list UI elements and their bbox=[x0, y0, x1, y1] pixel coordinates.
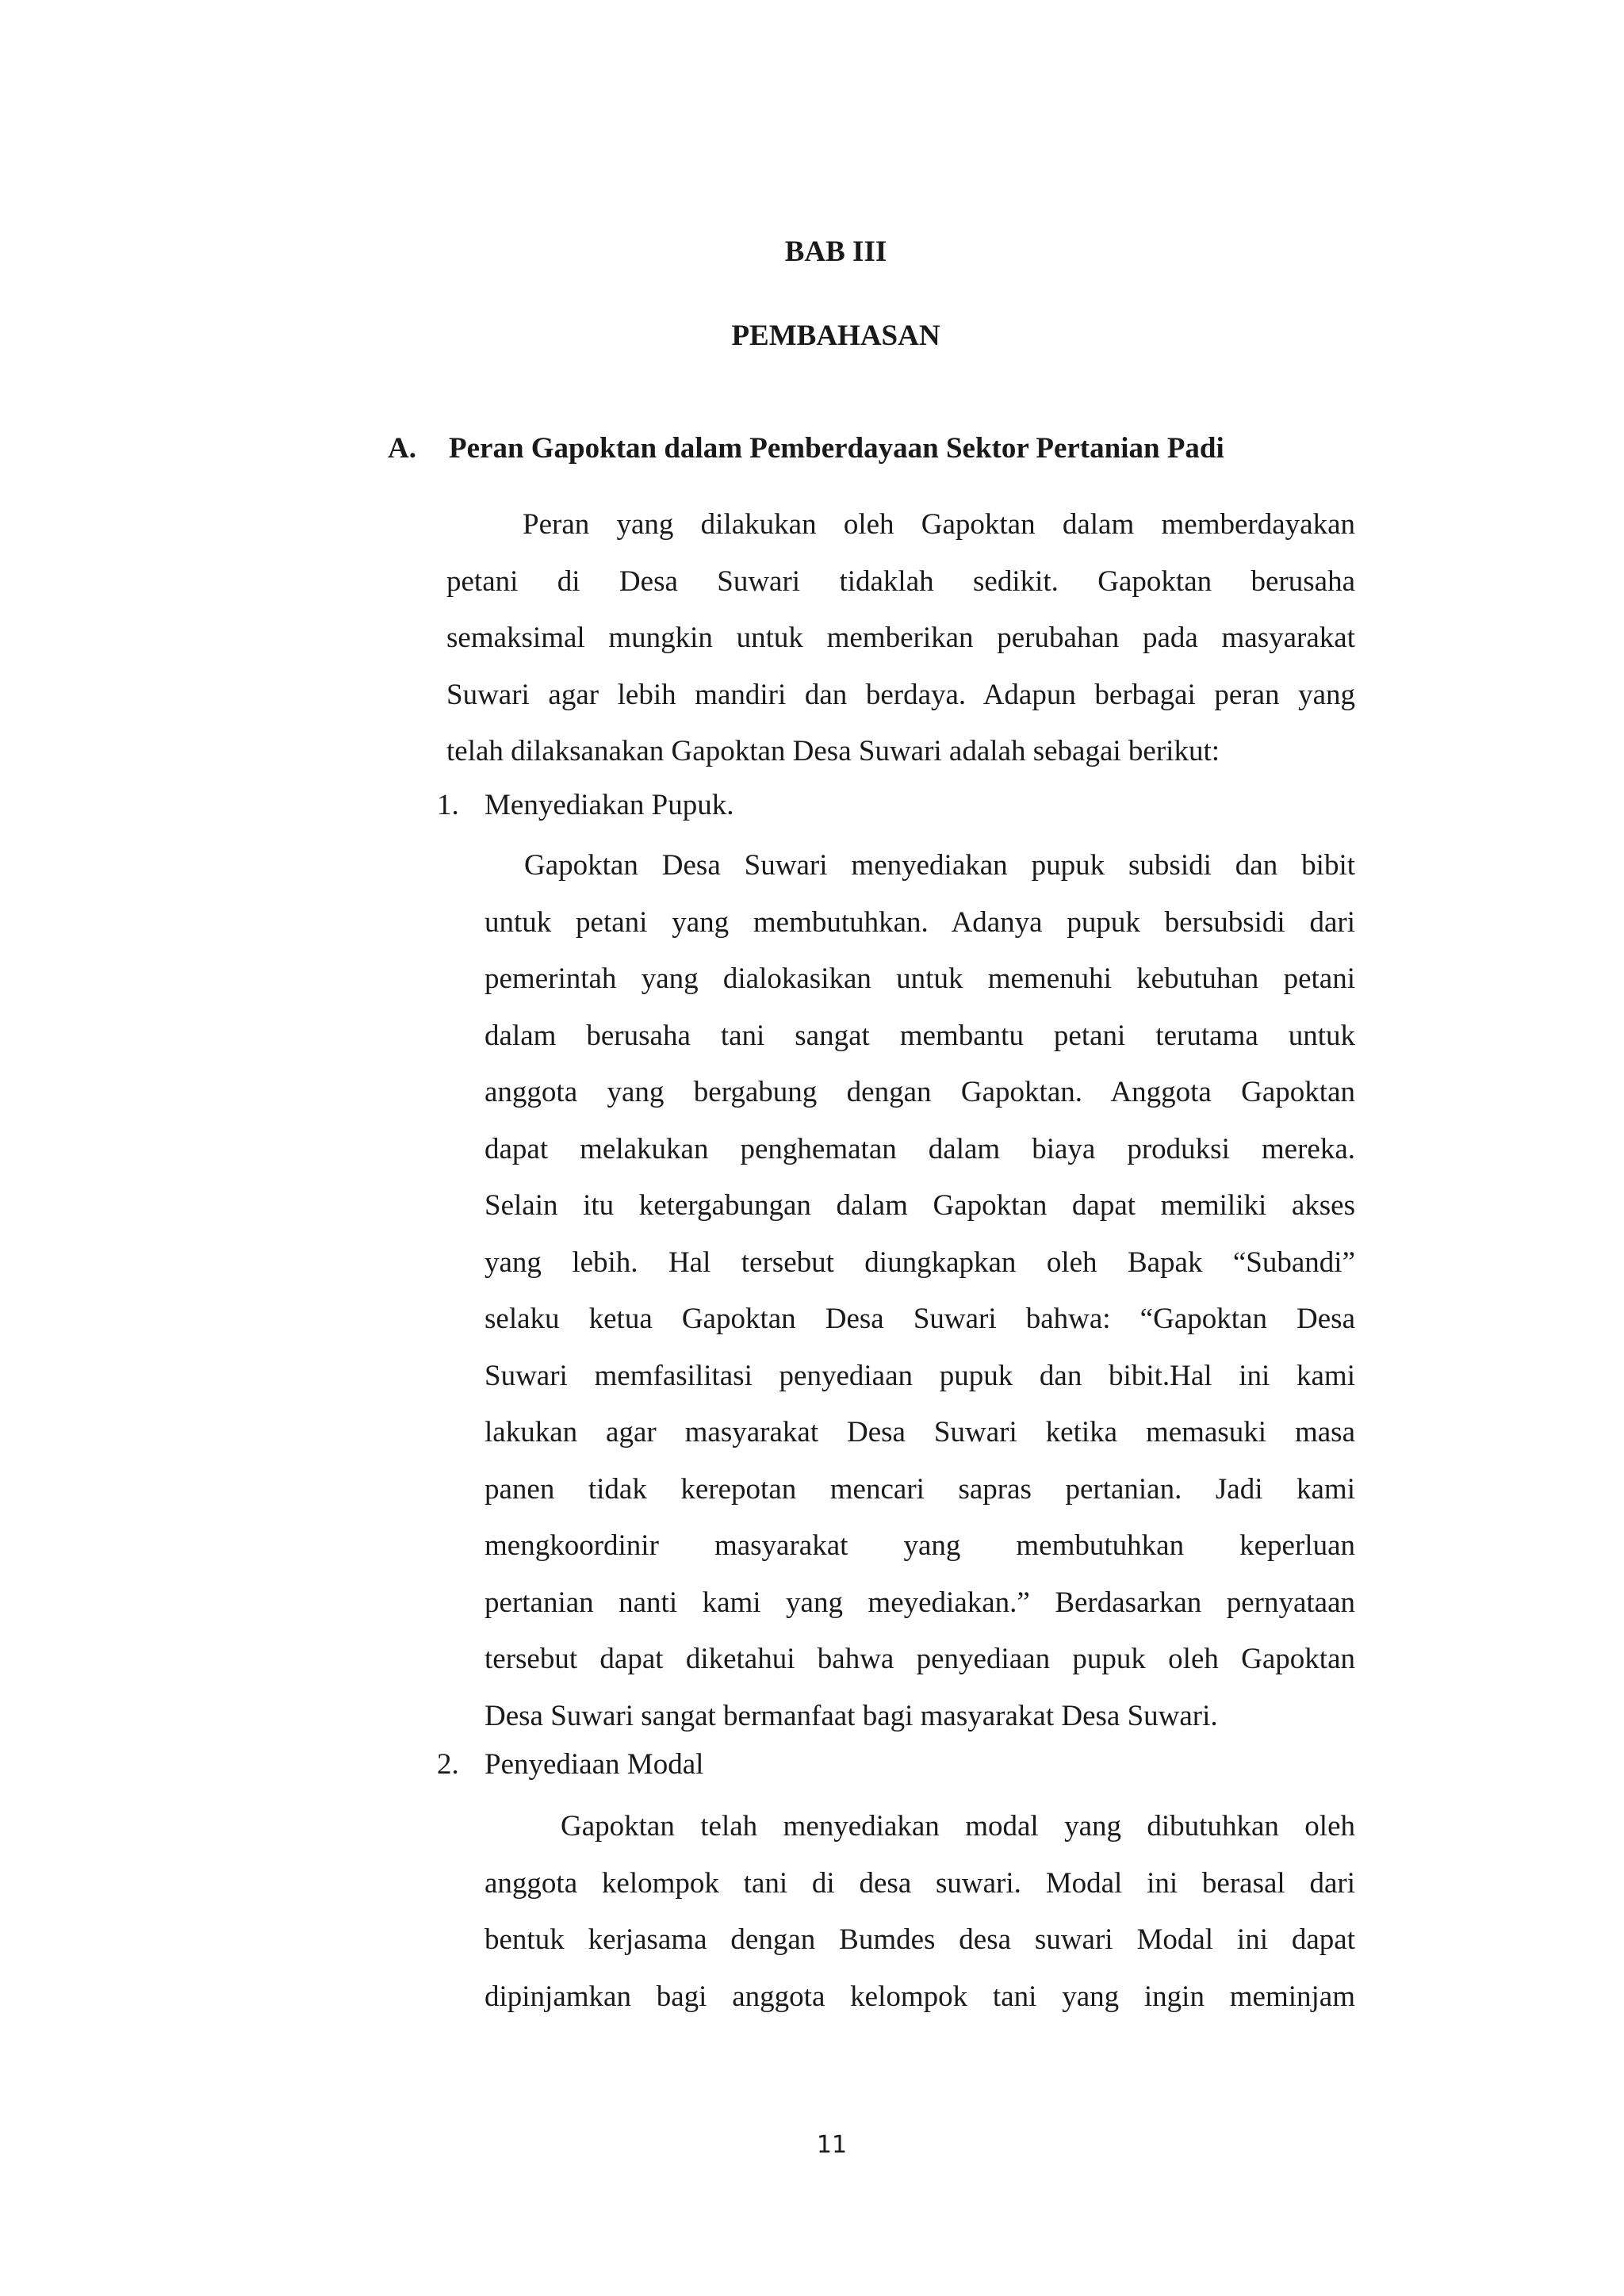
list-item-number: 2. bbox=[437, 1748, 459, 1781]
text-line: dalam berusaha tani sangat membantu petani terutama untuk bbox=[485, 1019, 1355, 1052]
text-line: Gapoktan telah menyediakan modal yang dibutuhkan oleh bbox=[561, 1810, 1355, 1843]
section-title: Peran Gapoktan dalam Pemberdayaan Sektor Pertanian Padi bbox=[449, 432, 1224, 465]
text-line: pertanian nanti kami yang meyediakan.” Berdasarkan pernyataan bbox=[485, 1586, 1355, 1619]
item-2-paragraph bbox=[485, 1798, 1355, 2025]
text-line: Suwari memfasilitasi penyediaan pupuk dan bibit.Hal ini kami bbox=[485, 1359, 1355, 1392]
chapter-title: PEMBAHASAN bbox=[731, 320, 940, 352]
list-item-number: 1. bbox=[437, 789, 459, 821]
text-line: selaku ketua Gapoktan Desa Suwari bahwa: “Gapoktan Desa bbox=[485, 1303, 1355, 1335]
page-number: 11 bbox=[816, 2131, 848, 2159]
text-line: untuk petani yang membutuhkan. Adanya pupuk bersubsidi dari bbox=[485, 905, 1355, 939]
text-line: bentuk kerjasama dengan Bumdes desa suwari Modal ini dapat bbox=[485, 1923, 1355, 1956]
text-line: Gapoktan Desa Suwari menyediakan pupuk subsidi dan bibit bbox=[524, 849, 1355, 882]
list-item-label: Menyediakan Pupuk. bbox=[485, 789, 734, 821]
text-line: Desa Suwari sangat bermanfaat bagi masyarakat Desa Suwari. bbox=[485, 1699, 1218, 1732]
text-line: Suwari agar lebih mandiri dan berdaya. Adapun berbagai peran yang bbox=[446, 678, 1355, 711]
text-line: lakukan agar masyarakat Desa Suwari ketika memasuki masa bbox=[485, 1416, 1355, 1448]
intro-paragraph bbox=[446, 496, 1355, 780]
text-line: mengkoordinir masyarakat yang membutuhkan keperluan bbox=[485, 1529, 1355, 1562]
text-line: yang lebih. Hal tersebut diungkapkan oleh Bapak “Subandi” bbox=[485, 1246, 1355, 1279]
text-line: tersebut dapat diketahui bahwa penyediaan pupuk oleh Gapoktan bbox=[485, 1643, 1355, 1675]
text-line: pemerintah yang dialokasikan untuk memenuhi kebutuhan petani bbox=[485, 962, 1355, 995]
text-line: anggota yang bergabung dengan Gapoktan. Anggota Gapoktan bbox=[485, 1076, 1355, 1108]
list-item-label: Penyediaan Modal bbox=[485, 1748, 704, 1781]
section-letter: A. bbox=[388, 432, 416, 465]
item-1-paragraph bbox=[485, 837, 1355, 1744]
text-line: semaksimal mungkin untuk memberikan perubahan pada masyarakat bbox=[446, 622, 1355, 654]
text-line: anggota kelompok tani di desa suwari. Modal ini berasal dari bbox=[485, 1866, 1355, 1900]
text-line: telah dilaksanakan Gapoktan Desa Suwari adalah sebagai berikut: bbox=[446, 735, 1220, 767]
text-line: Selain itu ketergabungan dalam Gapoktan dapat memiliki akses bbox=[485, 1189, 1355, 1222]
text-line: panen tidak kerepotan mencari sapras pertanian. Jadi kami bbox=[485, 1472, 1355, 1506]
text-line: dapat melakukan penghematan dalam biaya produksi mereka. bbox=[485, 1132, 1355, 1165]
text-line: Peran yang dilakukan oleh Gapoktan dalam memberdayakan bbox=[523, 508, 1355, 541]
text-line: dipinjamkan bagi anggota kelompok tani yang ingin meminjam bbox=[485, 1980, 1355, 2013]
chapter-number: BAB III bbox=[784, 235, 887, 268]
text-line: petani di Desa Suwari tidaklah sedikit. Gapoktan berusaha bbox=[446, 564, 1355, 598]
